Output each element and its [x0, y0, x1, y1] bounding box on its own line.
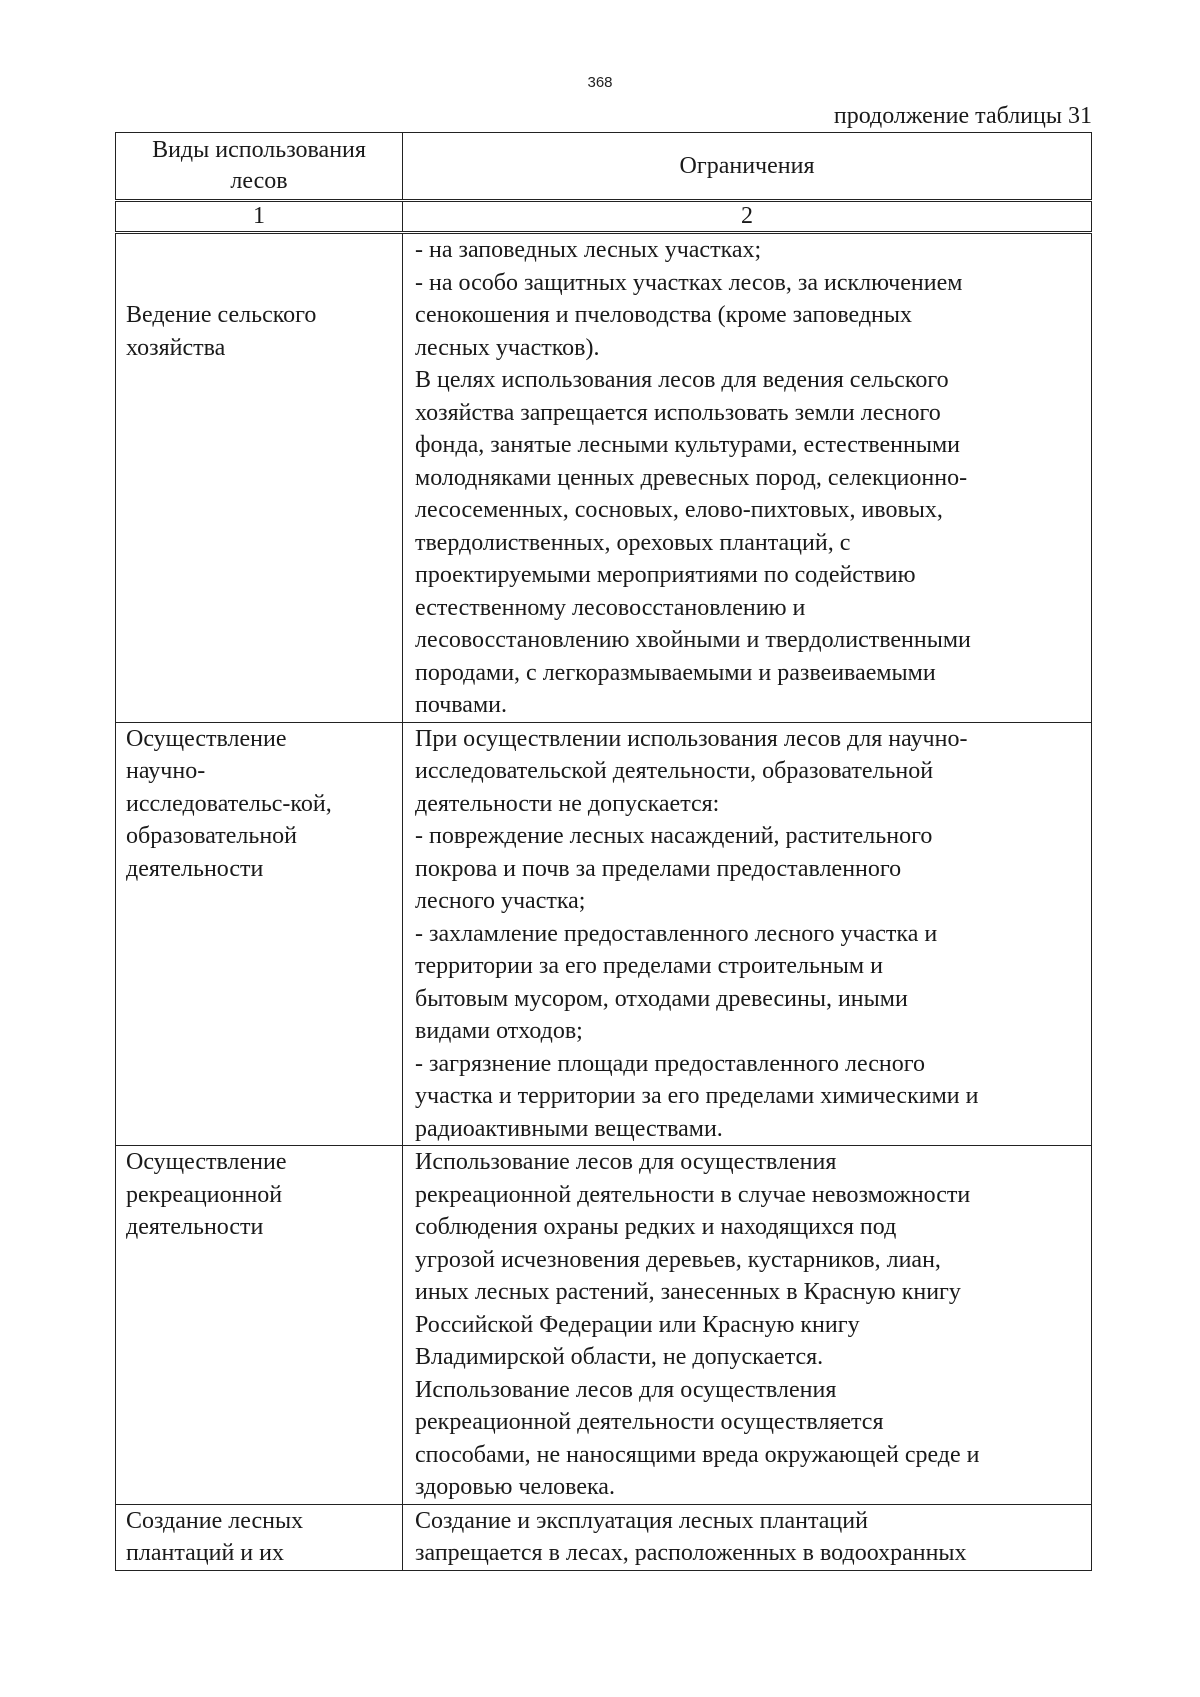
restriction-line: породами, с легкоразмываемыми и развеиваемыми: [415, 659, 936, 686]
forest-use-restrictions-table: [115, 132, 1092, 1571]
restriction-line: запрещается в лесах, расположенных в водоохранных: [415, 1540, 967, 1566]
forest-use-type-line: хозяйства: [126, 334, 226, 361]
restriction-line: твердолиственных, ореховых плантаций, с: [415, 529, 851, 556]
restriction-line: лесных участков).: [415, 334, 600, 361]
restriction-line: хозяйства запрещается использовать земли лесного: [415, 399, 941, 426]
header-col1-line: Виды использования: [152, 137, 366, 163]
table-row: [116, 233, 1092, 723]
restriction-line: покрова и почв за пределами предоставленного: [415, 855, 902, 882]
restriction-line: почвами.: [415, 692, 507, 718]
restrictions-cell: [403, 233, 1092, 723]
forest-use-type-line: плантаций и их: [126, 1540, 284, 1566]
header-restrictions: Ограничения: [403, 133, 1092, 201]
forest-use-type-line: деятельности: [126, 1214, 264, 1240]
restriction-line: - повреждение лесных насаждений, растительного: [415, 823, 933, 849]
table-continuation-label: продолжение таблицы 31: [833, 103, 1092, 129]
restriction-line: рекреационной деятельности осуществляется: [415, 1409, 884, 1435]
restrictions-cell: [403, 1504, 1092, 1570]
restriction-line: фонда, занятые лесными культурами, естественными: [415, 432, 961, 458]
forest-use-type-line: рекреационной: [126, 1181, 283, 1208]
restriction-line: лесного участка;: [415, 888, 586, 914]
restriction-line: Российской Федерации или Красную книгу: [415, 1311, 860, 1338]
header-col1-lines: [126, 135, 392, 197]
restriction-line: При осуществлении использования лесов для научно-: [415, 725, 968, 752]
restriction-line: Владимирской области, не допускается.: [415, 1344, 824, 1370]
restriction-line: - загрязнение площади предоставленного лесного: [415, 1050, 925, 1077]
column-number-1: 1: [116, 201, 403, 233]
restriction-line: сенокошения и пчеловодства (кроме заповедных: [415, 302, 913, 328]
restriction-line: видами отходов;: [415, 1018, 583, 1044]
column-number-2: 2: [403, 201, 1092, 233]
restriction-line: лесосеменных, сосновых, елово-пихтовых, ивовых,: [415, 497, 943, 523]
forest-use-type-cell: [116, 722, 403, 1146]
restriction-line: деятельности не допускается:: [415, 790, 720, 817]
header-forest-use-types: [116, 133, 403, 201]
restriction-line: рекреационной деятельности в случае невозможности: [415, 1181, 971, 1208]
forest-use-type: [126, 1505, 392, 1570]
forest-use-type-cell: [116, 1504, 403, 1570]
forest-use-type-line: научно-: [126, 758, 206, 784]
restriction-line: - захламление предоставленного лесного участка и: [415, 920, 938, 947]
forest-use-type-line: Осуществление: [126, 1149, 287, 1175]
restriction-line: В целях использования лесов для ведения сельского: [415, 367, 949, 393]
restriction-line: исследовательской деятельности, образовательной: [415, 758, 934, 784]
restrictions-cell: [403, 1146, 1092, 1505]
page-number: 368: [587, 74, 613, 91]
restrictions-cell: [403, 722, 1092, 1146]
restrictions-text: [415, 723, 1085, 1146]
restriction-line: Использование лесов для осуществления: [415, 1376, 837, 1403]
forest-use-type-cell: [116, 233, 403, 723]
restriction-line: - на заповедных лесных участках;: [415, 237, 762, 263]
restriction-line: естественному лесовосстановлению и: [415, 594, 806, 621]
restriction-line: - на особо защитных участках лесов, за исключением: [415, 269, 963, 296]
restriction-line: здоровью человека.: [415, 1474, 615, 1500]
restriction-line: бытовым мусором, отходами древесины, иными: [415, 985, 908, 1012]
forest-use-type-line: Осуществление: [126, 725, 287, 752]
restrictions-text: [415, 234, 1085, 722]
restriction-line: территории за его пределами строительным и: [415, 953, 883, 979]
column-number-row: [116, 201, 1092, 233]
restrictions-text: [415, 1505, 1085, 1570]
restriction-line: участка и территории за его пределами химическими и: [415, 1083, 979, 1109]
forest-use-type: [126, 723, 392, 886]
forest-use-type-line: деятельности: [126, 855, 264, 882]
forest-use-type-line: образовательной: [126, 823, 297, 849]
restriction-line: соблюдения охраны редких и находящихся под: [415, 1214, 897, 1240]
forest-use-type: [126, 1146, 392, 1244]
forest-use-type: [126, 299, 392, 364]
restriction-line: лесовосстановлению хвойными и твердолиственными: [415, 627, 971, 653]
forest-use-type-cell: [116, 1146, 403, 1505]
table-header-row: [116, 133, 1092, 201]
restriction-line: Использование лесов для осуществления: [415, 1149, 837, 1175]
table-row: [116, 1146, 1092, 1505]
forest-use-type-line: исследовательс-кой,: [126, 790, 332, 817]
restriction-line: угрозой исчезновения деревьев, кустарников, лиан,: [415, 1246, 941, 1273]
restriction-line: радиоактивными веществами.: [415, 1115, 723, 1142]
header-col1-line: лесов: [230, 168, 288, 194]
forest-use-type-line: Создание лесных: [126, 1507, 304, 1534]
restriction-line: Создание и эксплуатация лесных плантаций: [415, 1507, 868, 1534]
forest-use-type-line: Ведение сельского: [126, 302, 317, 328]
restriction-line: молодняками ценных древесных пород, селекционно-: [415, 464, 968, 491]
table-row: [116, 1504, 1092, 1570]
restriction-line: способами, не наносящими вреда окружающей среде и: [415, 1441, 980, 1468]
restriction-line: проектируемыми мероприятиями по содействию: [415, 562, 916, 588]
restrictions-text: [415, 1146, 1085, 1504]
table-row: [116, 722, 1092, 1146]
restriction-line: иных лесных растений, занесенных в Красную книгу: [415, 1279, 961, 1305]
